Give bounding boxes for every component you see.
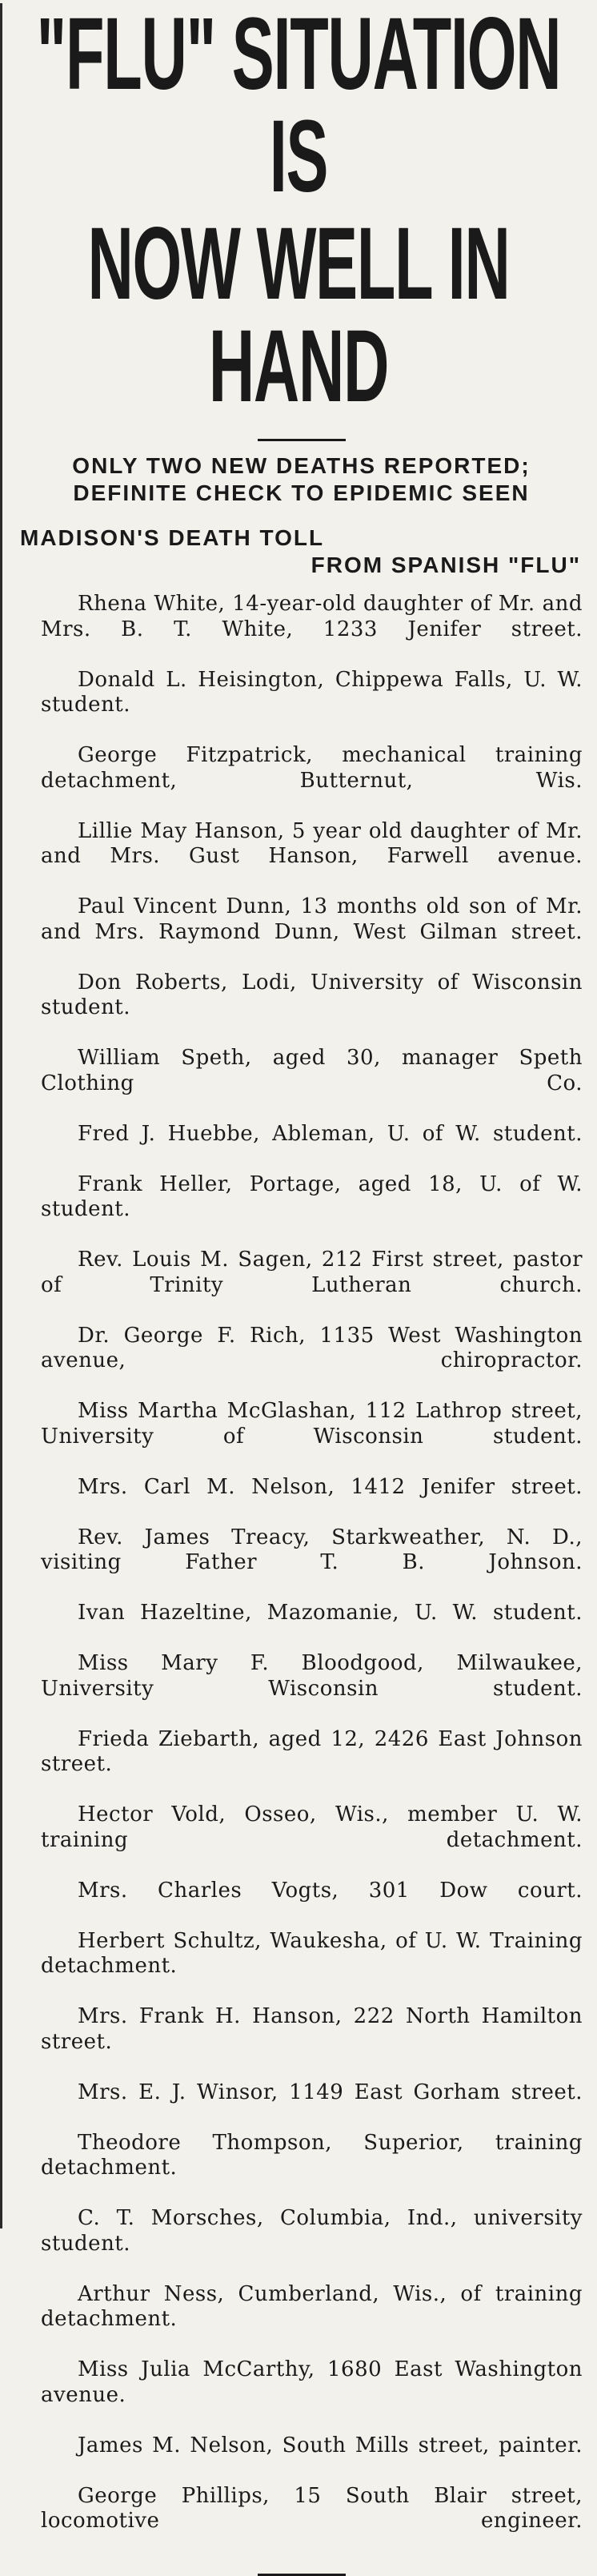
headline-divider	[258, 439, 346, 441]
list-heading	[17, 524, 586, 579]
deck-headline: ONLY TWO NEW DEATHS REPORTED; DEFINITE CHECK TO EPIDEMIC SEEN	[72, 453, 531, 505]
list-item: Arthur Ness, Cumberland, Wis., of training detachment.	[41, 2281, 583, 2331]
list-item: Lillie May Hanson, 5 year old daughter of Mr. and Mrs. Gust Hanson, Farwell avenue.	[41, 818, 583, 868]
list-item: Herbert Schultz, Waukesha, of U. W. Training detachment.	[41, 1928, 583, 1978]
list-item: Rhena White, 14-year-old daughter of Mr. and Mrs. B. T. White, 1233 Jenifer street.	[41, 592, 583, 641]
list-item: Miss Mary F. Bloodgood, Milwaukee, University Wisconsin student.	[41, 1651, 583, 1701]
list-item: George Fitzpatrick, mechanical training detachment, Butternut, Wis.	[41, 743, 583, 793]
list-item: Frank Heller, Portage, aged 18, U. of W. student.	[41, 1171, 583, 1221]
list-item: Mrs. Frank H. Hanson, 222 North Hamilton street.	[41, 2004, 583, 2054]
list-item: Hector Vold, Osseo, Wis., member U. W. training detachment.	[41, 1802, 583, 1852]
headline-line-1: "FLU" SITUATION IS	[36, 0, 561, 214]
list-item: Rev. James Treacy, Starkweather, N. D., visiting Father T. B. Johnson.	[41, 1525, 583, 1574]
list-item: Ivan Hazeltine, Mazomanie, U. W. student.	[78, 1601, 583, 1625]
headline-line-2: NOW WELL IN HAND	[87, 207, 510, 424]
death-toll-list	[17, 592, 586, 2559]
list-item: Mrs. E. J. Winsor, 1149 East Gorham street.	[78, 2080, 583, 2104]
list-item: C. T. Morsches, Columbia, Ind., university student.	[41, 2206, 583, 2256]
list-item: George Phillips, 15 South Blair street, locomotive engineer.	[41, 2483, 583, 2533]
list-item: Paul Vincent Dunn, 13 months old son of Mr. and Mrs. Raymond Dunn, West Gilman street.	[41, 894, 583, 944]
list-item: James M. Nelson, South Mills street, painter.	[78, 2433, 583, 2457]
list-item: Miss Martha McGlashan, 112 Lathrop street, University of Wisconsin student.	[41, 1399, 583, 1449]
list-item: Don Roberts, Lodi, University of Wisconsin student.	[41, 970, 583, 1019]
list-item: Frieda Ziebarth, aged 12, 2426 East Johnson street.	[41, 1726, 583, 1776]
list-item: Miss Julia McCarthy, 1680 East Washington avenue.	[41, 2357, 583, 2407]
list-item: Mrs. Carl M. Nelson, 1412 Jenifer street.	[78, 1474, 583, 1499]
list-item: Rev. Louis M. Sagen, 212 First street, pastor of Trinity Lutheran church.	[41, 1248, 583, 1297]
list-item: Mrs. Charles Vogts, 301 Dow court.	[78, 1878, 583, 1903]
list-item: Fred J. Huebbe, Ableman, U. of W. student.	[78, 1121, 583, 1146]
list-item: Dr. George F. Rich, 1135 West Washington avenue, chiropractor.	[41, 1323, 583, 1372]
list-item: Donald L. Heisington, Chippewa Falls, U. W. student.	[41, 667, 583, 717]
list-heading-line-2: FROM SPANISH "FLU"	[311, 553, 581, 577]
list-item: Theodore Thompson, Superior, training detachment.	[41, 2130, 583, 2180]
list-heading-line-1: MADISON'S DEATH TOLL	[20, 525, 325, 550]
list-item: William Speth, aged 30, manager Speth Clothing Co.	[41, 1046, 583, 1095]
